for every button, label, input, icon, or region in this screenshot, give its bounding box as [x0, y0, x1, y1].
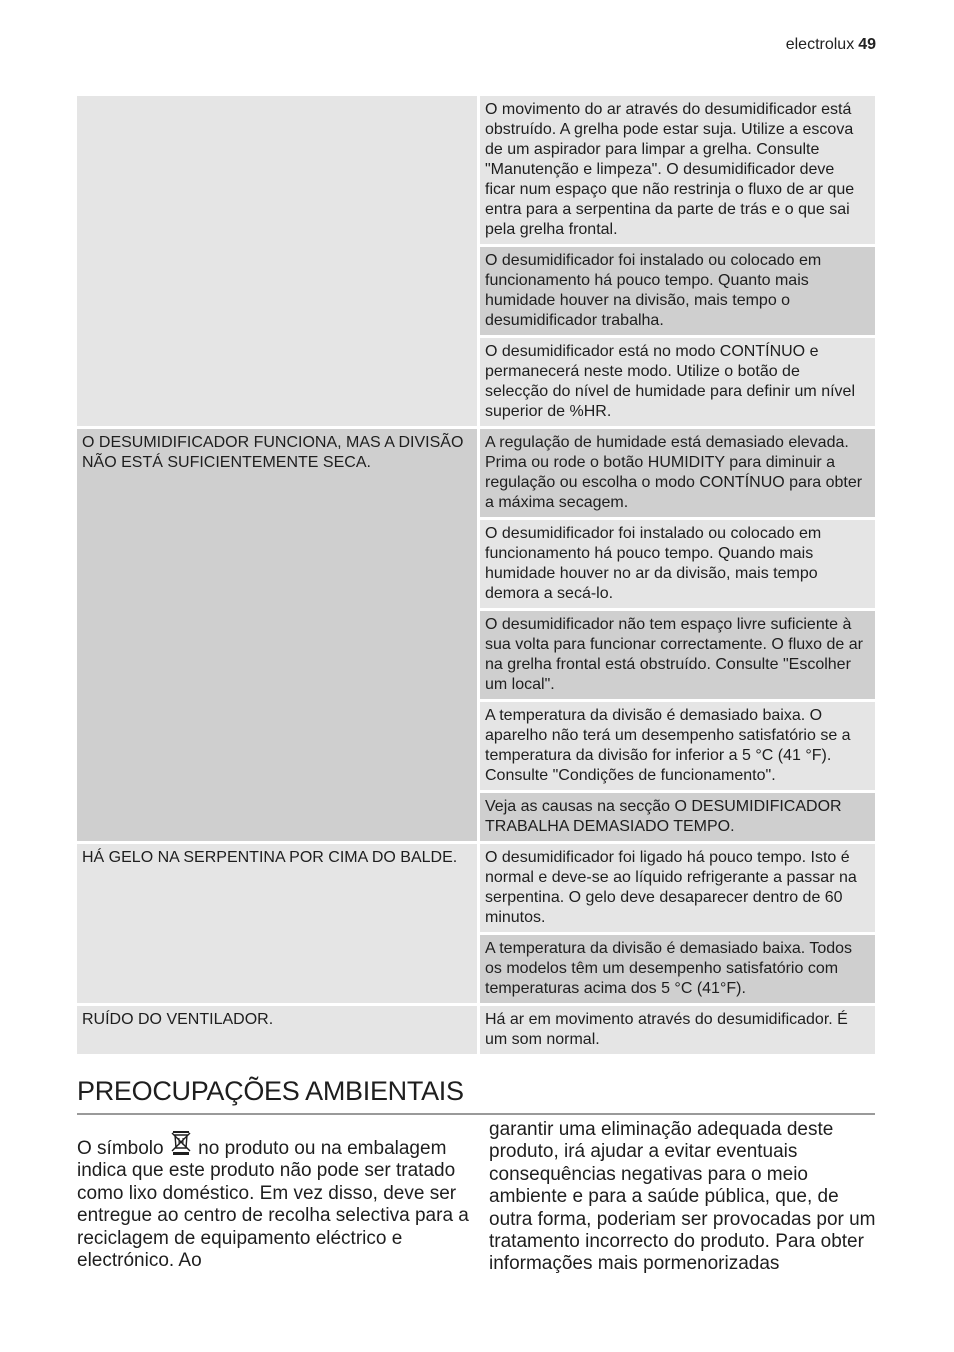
crossed-out-wheelie-bin-icon — [171, 1130, 191, 1156]
problem-cell — [77, 96, 480, 426]
page-header — [786, 36, 876, 54]
solution-cell: A regulação de humidade está demasiado elevada. Prima ou rode o botão HUMIDITY para diminuir a regulação ou escolha o modo CONTÍNUO para obter a máxima secagem. — [480, 426, 875, 517]
solution-cell: O desumidificador está no modo CONTÍNUO e permanecerá neste modo. Utilize o botão de selecção do nível de humidade para definir um nível superior de %HR. — [480, 335, 875, 426]
solution-cell: O desumidificador não tem espaço livre suficiente à sua volta para funcionar correctamente. O fluxo de ar na grelha frontal está obstruído. Consulte "Escolher um local". — [480, 608, 875, 699]
solution-cell: A temperatura da divisão é demasiado baixa. Todos os modelos têm um desempenho satisfatório com temperaturas acima dos 5 °C (41°F). — [480, 932, 875, 1003]
solution-cell: A temperatura da divisão é demasiado baixa. O aparelho não terá um desempenho satisfatório se a temperatura da divisão for inferior a 5 °C (41 °F). Consulte "Condições de funcionamento". — [480, 699, 875, 790]
body-column-left — [77, 1130, 469, 1272]
table-row — [77, 1003, 875, 1054]
solution-cell: O desumidificador foi ligado há pouco tempo. Isto é normal e deve-se ao líquido refrigerante a passar na serpentina. O gelo deve desaparecer dentro de 60 minutos. — [480, 841, 875, 932]
solution-cell: O desumidificador foi instalado ou colocado em funcionamento há pouco tempo. Quando mais humidade houver no ar da divisão, mais tempo demora a secá-lo. — [480, 517, 875, 608]
section-title: PREOCUPAÇÕES AMBIENTAIS — [77, 1076, 875, 1115]
troubleshooting-table — [77, 96, 875, 1054]
body-text-after-icon: no produto ou na embalagem indica que este produto não pode ser tratado como lixo doméstico. Em vez disso, deve ser entregue ao centro de recolha selectiva para a reciclagem de equipamento eléctrico e electrónico. Ao — [77, 1138, 469, 1272]
body-column-right: garantir uma eliminação adequada deste produto, irá ajudar a evitar eventuais consequências negativas para o meio ambiente e para a saúde pública, que, de outra forma, poderiam ser provocadas por um tratamento incorrecto do produto. Para obter informações mais pormenorizadas — [489, 1119, 876, 1275]
table-row — [77, 96, 875, 244]
problem-cell: O DESUMIDIFICADOR FUNCIONA, MAS A DIVISÃO NÃO ESTÁ SUFICIENTEMENTE SECA. — [77, 426, 480, 841]
body-text-before-icon: O símbolo — [77, 1138, 164, 1159]
solution-cell: O movimento do ar através do desumidificador está obstruído. A grelha pode estar suja. Utilize a escova de um aspirador para limpar a grelha. Consulte "Manutenção e limpeza". O desumidificador deve ficar num espaço que não restrinja o fluxo de ar que entra para a serpentina da parte de trás e o que sai pela grelha frontal. — [480, 96, 875, 244]
solution-cell: O desumidificador foi instalado ou colocado em funcionamento há pouco tempo. Quanto mais humidade houver na divisão, mais tempo o desumidificador trabalha. — [480, 244, 875, 335]
table-row — [77, 426, 875, 517]
problem-cell: HÁ GELO NA SERPENTINA POR CIMA DO BALDE. — [77, 841, 480, 1003]
problem-cell: RUÍDO DO VENTILADOR. — [77, 1003, 480, 1054]
page-number: 49 — [858, 36, 876, 53]
solution-cell: Veja as causas na secção O DESUMIDIFICADOR TRABALHA DEMASIADO TEMPO. — [480, 790, 875, 841]
table-row — [77, 841, 875, 932]
solution-cell: Há ar em movimento através do desumidificador. É um som normal. — [480, 1003, 875, 1054]
brand-name: electrolux — [785, 36, 855, 53]
